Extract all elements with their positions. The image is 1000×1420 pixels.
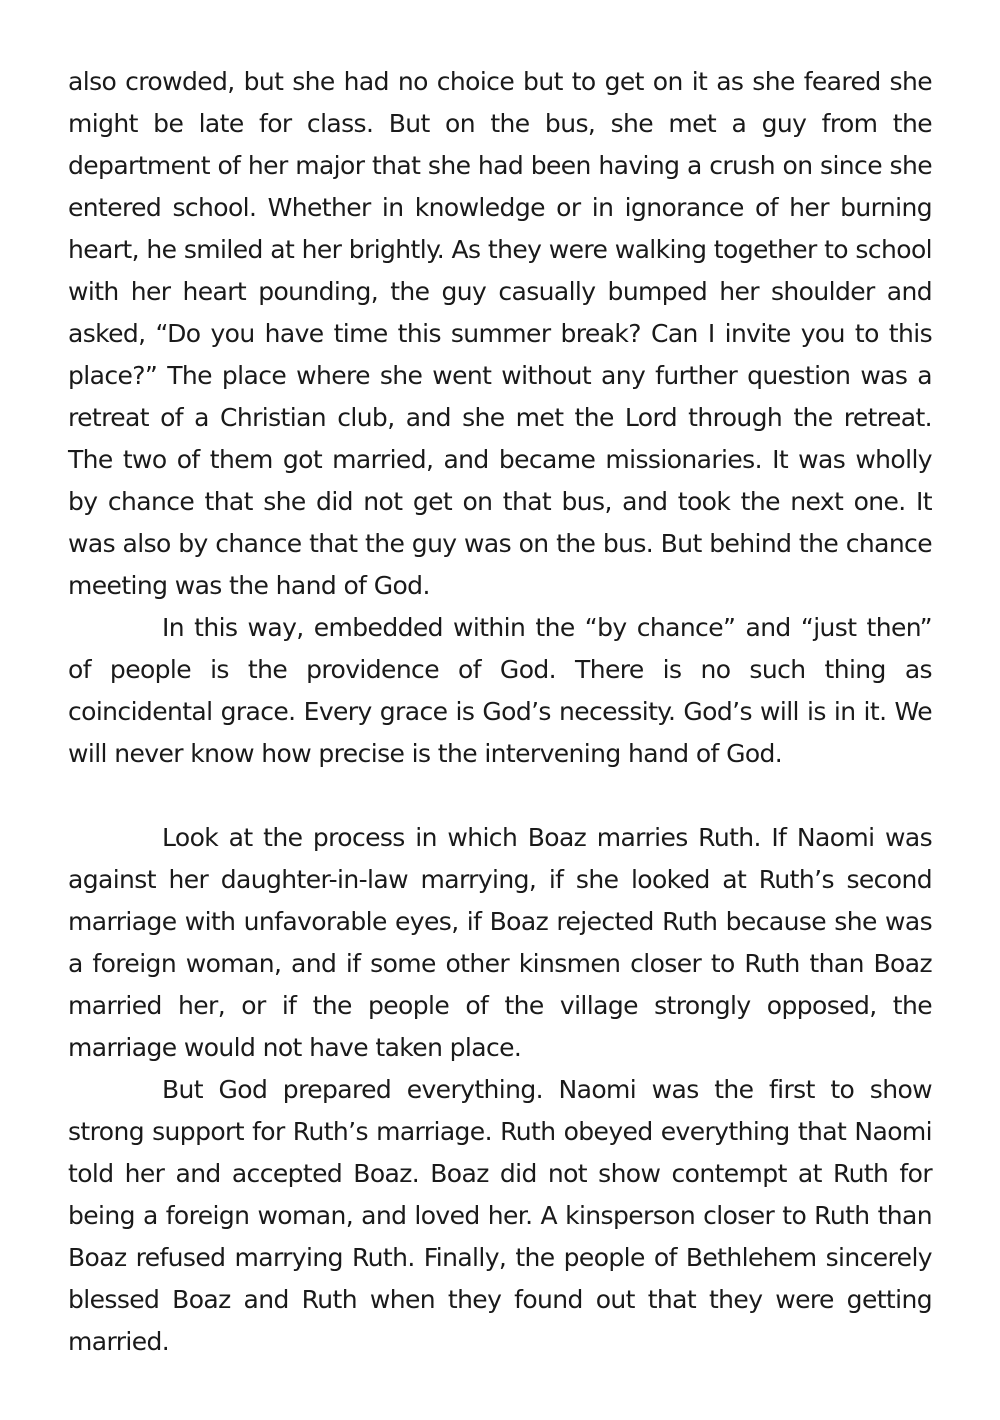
paragraph-2: In this way, embedded within the “by chance” and “just then” of people is the providence of God. There is no such thing as coincidental grace. Every grace is God’s necessity. God’s will is in it. We will never know how precise is the intervening hand of God. — [68, 613, 932, 768]
paragraph-1: also crowded, but she had no choice but to get on it as she feared she might be late for class. But on the bus, she met a guy from the department of her major that she had been having a crush on since she entered school. Whether in knowledge or in ignorance of her burning heart, he smiled at her brightly. As they were walking together to school with her heart pounding, the guy casually bumped her shoulder and asked, “Do you have time this summer break? Can I invite you to this place?” The place where she went without any further question was a retreat of a Christian club, and she met the Lord through the retreat. The two of them got married, and became missionaries. It was wholly by chance that she did not get on that bus, and took the next one. It was also by chance that the guy was on the bus. But behind the chance meeting was the hand of God. — [68, 67, 932, 600]
document-page — [68, 61, 932, 1363]
paragraph-3: Look at the process in which Boaz marries Ruth. If Naomi was against her daughter-in-law marrying, if she looked at Ruth’s second marriage with unfavorable eyes, if Boaz rejected Ruth because she was a foreign woman, and if some other kinsmen closer to Ruth than Boaz married her, or if the people of the village strongly opposed, the marriage would not have taken place. — [68, 823, 932, 1062]
paragraph-4: But God prepared everything. Naomi was the first to show strong support for Ruth’s marriage. Ruth obeyed everything that Naomi told her and accepted Boaz. Boaz did not show contempt at Ruth for being a foreign woman, and loved her. A kinsperson closer to Ruth than Boaz refused marrying Ruth. Finally, the people of Bethlehem sincerely blessed Boaz and Ruth when they found out that they were getting married. — [68, 1075, 932, 1356]
paragraph-spacer — [68, 775, 932, 817]
